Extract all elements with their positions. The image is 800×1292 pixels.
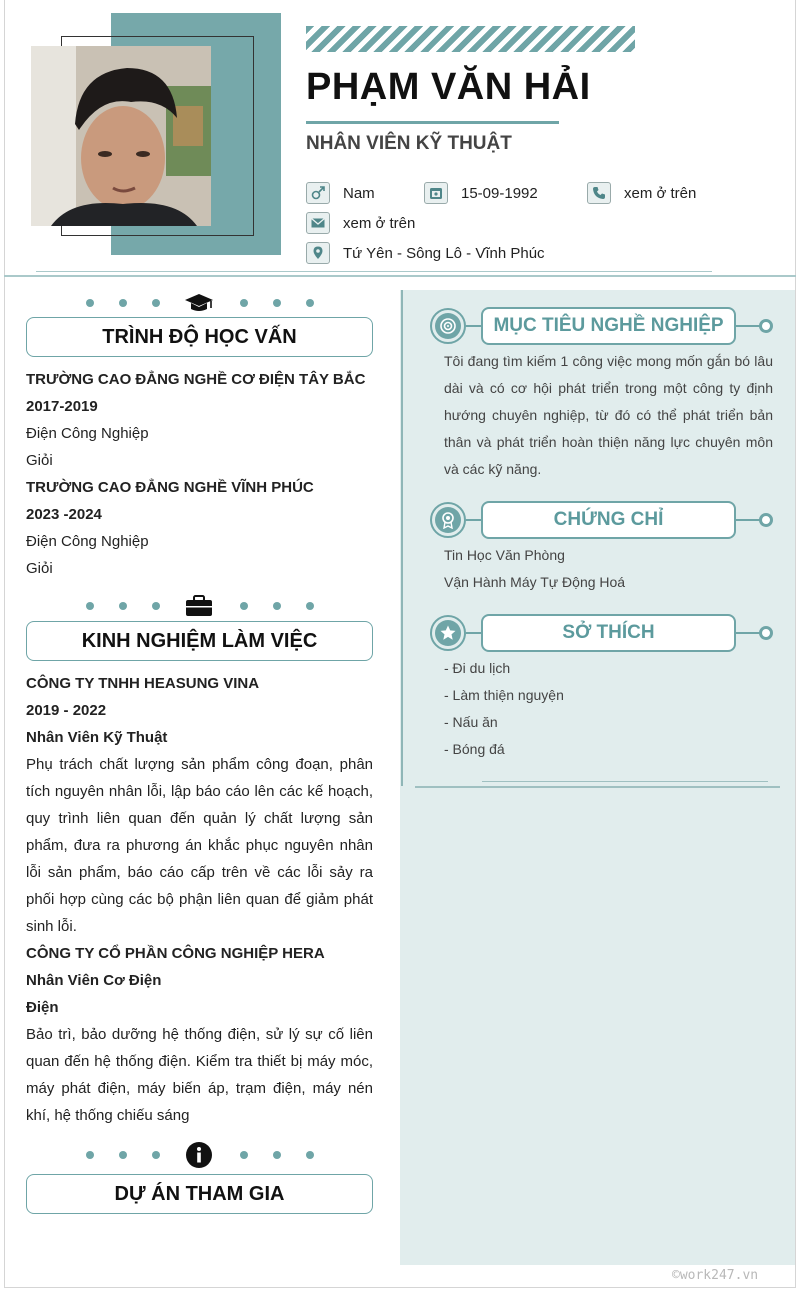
header-divider — [4, 275, 796, 277]
experience-list — [26, 670, 373, 1129]
education-major: Điện Công Nghiệp — [26, 533, 149, 550]
address-value: Tứ Yên - Sông Lô - Vĩnh Phúc — [343, 244, 545, 262]
hobbies-list — [444, 655, 773, 763]
projects-divider — [26, 1141, 373, 1169]
birthday-value: 15-09-1992 — [461, 184, 538, 202]
gender-value: Nam — [343, 184, 375, 202]
star-icon — [435, 620, 461, 646]
info-icon — [184, 1141, 214, 1169]
experience-position: Nhân Viên Kỹ Thuật — [26, 729, 168, 746]
gender-icon — [306, 182, 330, 204]
email-value: xem ở trên — [343, 214, 416, 232]
education-major: Điện Công Nghiệp — [26, 425, 149, 442]
education-list — [26, 366, 373, 582]
graduation-cap-icon — [184, 289, 214, 317]
contact-birthday — [424, 182, 538, 204]
certificates-heading: CHỨNG CHỈ — [481, 501, 736, 539]
experience-position: Nhân Viên Cơ Điện — [26, 972, 162, 989]
right-bottom-line-thin — [482, 781, 768, 782]
calendar-icon — [424, 182, 448, 204]
hobby-item: - Bóng đá — [444, 741, 505, 757]
contact-gender — [306, 182, 375, 204]
decorative-stripe — [306, 26, 635, 52]
phone-value: xem ở trên — [624, 184, 697, 202]
hobby-item: - Làm thiện nguyện — [444, 687, 564, 703]
hobby-item: - Đi du lịch — [444, 660, 511, 676]
education-school: TRƯỜNG CAO ĐẲNG NGHỀ VĨNH PHÚC — [26, 479, 314, 496]
location-icon — [306, 242, 330, 264]
job-title: NHÂN VIÊN KỸ THUẬT — [306, 133, 512, 154]
hobby-item: - Nấu ăn — [444, 714, 498, 730]
objective-text: Tôi đang tìm kiếm 1 công việc mong mốn gắn bó lâu dài và có cơ hội phát triển trong một công ty định hướng chuyên nghiệp, từ đó có thể phát triển bản thân và phát triển hoàn thiện năng lực chuyên môn và các kỹ năng. — [444, 353, 773, 477]
experience-period: 2019 - 2022 — [26, 702, 107, 719]
education-grade: Giỏi — [26, 560, 53, 577]
education-school: TRƯỜNG CAO ĐẲNG NGHỀ CƠ ĐIỆN TÂY BẮC — [26, 371, 366, 388]
briefcase-icon — [184, 592, 214, 620]
experience-company: CÔNG TY TNHH HEASUNG VINA — [26, 675, 260, 692]
watermark: ©work247.vn — [672, 1268, 759, 1283]
projects-heading: DỰ ÁN THAM GIA — [26, 1174, 373, 1214]
experience-description: Bảo trì, bảo dưỡng hệ thống điện, sử lý sự cố liên quan đến hệ thống điện. Kiểm tra thiết bị máy móc, máy phát điện, máy biến áp, trạm điện, máy nén khí, hệ thống chiếu sáng — [26, 1026, 373, 1124]
objective-heading-block — [430, 307, 774, 345]
candidate-name: PHẠM VĂN HẢI — [306, 66, 591, 108]
education-grade: Giỏi — [26, 452, 53, 469]
experience-divider — [26, 592, 373, 620]
avatar — [31, 46, 211, 226]
certificates-heading-block — [430, 501, 774, 539]
phone-icon — [587, 182, 611, 204]
hobbies-heading-block — [430, 614, 774, 652]
education-period: 2023 -2024 — [26, 506, 102, 523]
right-bottom-line — [415, 786, 780, 788]
experience-description: Phụ trách chất lượng sản phẩm công đoạn, phân tích nguyên nhân lỗi, lập báo cáo lên các kế hoạch, quy trình liên quan đến quản lý chất lượng sản phẩm, đưa ra phương án khắc phục nguyên nhân lỗi sản phẩm, báo cáo cấp trên về các lỗi sảy ra phối hợp cùng các bộ phận liên quan để giảm phát sinh lỗi. — [26, 756, 373, 935]
education-divider — [26, 289, 373, 317]
right-column-divider — [401, 290, 403, 786]
certificates-list — [444, 542, 773, 596]
objective-heading: MỤC TIÊU NGHỀ NGHIỆP — [481, 307, 736, 345]
award-icon — [435, 507, 461, 533]
email-icon — [306, 212, 330, 234]
header-divider-thin — [36, 271, 712, 272]
experience-company: CÔNG TY CỔ PHẦN CÔNG NGHIỆP HERA — [26, 945, 325, 962]
education-period: 2017-2019 — [26, 398, 98, 415]
target-icon — [435, 313, 461, 339]
certificate-item: Vận Hành Máy Tự Động Hoá — [444, 574, 626, 590]
contact-email — [306, 212, 415, 234]
name-underline — [306, 121, 559, 124]
certificate-item: Tin Học Văn Phòng — [444, 547, 565, 563]
contact-phone — [587, 182, 696, 204]
hobbies-heading: SỞ THÍCH — [481, 614, 736, 652]
contact-address — [306, 242, 545, 264]
experience-heading: KINH NGHIỆM LÀM VIỆC — [26, 621, 373, 661]
experience-department: Điện — [26, 999, 59, 1016]
education-heading: TRÌNH ĐỘ HỌC VẤN — [26, 317, 373, 357]
